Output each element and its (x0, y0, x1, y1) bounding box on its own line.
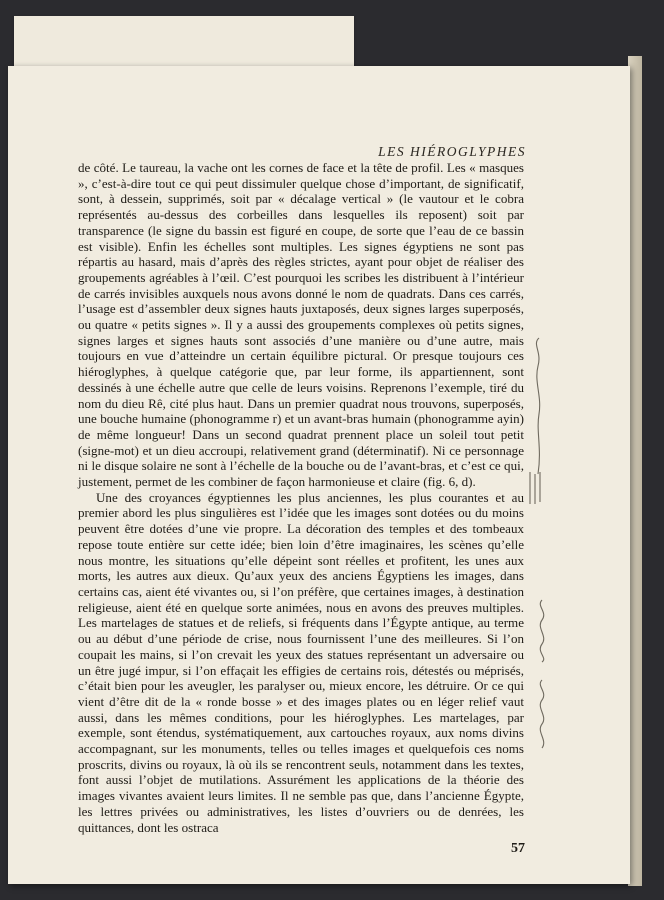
page-number: 57 (511, 841, 525, 856)
pencil-bracket-mark (530, 336, 548, 476)
book-edge (628, 56, 642, 886)
book-page (8, 66, 630, 884)
pencil-wavy-mark (536, 678, 548, 750)
paragraph: de côté. Le taureau, la vache ont les cornes de face et la tête de profil. Les « masques », c’est-à-dire tout ce qui peut dissimuler quelque chose d’important, de significatif, sont, à dessein, supprimés, soit par « décalage vertical » (le vautour et le cobra représentés au-dessus des corbeilles dans lesquelles ils reposent) soit par transparence (le signe du bassin est figuré en coupe, de sorte que l’eau de ce bassin est visible). Enfin les échelles sont multiples. Les signes égyptiens ne sont pas répartis au hasard, mais d’après des règles strictes, ayant pour objet de réaliser des groupements agréables à l’œil. C’est pourquoi les scribes les distribuent à l’intérieur de carrés invisibles auxquels nous avons donné le nom de quadrats. Dans ces carrés, l’usage est d’assembler deux signes hauts juxtaposés, deux signes larges superposés, ou quatre « petits signes ». Il y a aussi des groupements complexes où petits signes, signes larges et signes hauts sont associés d’une manière ou d’une autre, mais toujours en vue d’atteindre un certain équilibre pictural. Or presque toujours ces hiéroglyphes, à quelque catégorie que, par leur forme, ils appartiennent, sont dessinés à une échelle autre que celle de leurs voisins. Reprenons l’exemple, tiré du nom du dieu Rê, cité plus haut. Dans un premier quadrat nous trouvons, superposés, une bouche humaine (phonogramme r) et un avant-bras humain (phonogramme ayin) de même longueur! Dans un second quadrat prennent place un soleil tout petit (signe-mot) et un dieu accroupi, relativement grand (déterminatif). Ni ce personnage ni le disque solaire ne sont à l’échelle de la bouche ou de l’avant-bras, et c’est ce qui, justement, permet de les combiner de façon harmonieuse et claire (fig. 6, d). (78, 160, 524, 490)
running-head: LES HIÉROGLYPHES (378, 144, 526, 159)
pencil-wavy-mark (536, 598, 548, 664)
paragraph: Une des croyances égyptiennes les plus anciennes, les plus courantes et au premier abord les plus singulières est l’idée que les images sont dotées ou du moins peuvent être dotées d’une vie propre. La décoration des temples et des tombeaux repose toute entière sur cette idée; bien loin d’être imaginaires, les scènes qu’elle nous montre, les situations qu’elle dépeint sont réelles et profitent, les unes aux morts, les autres aux dieux. Qu’aux yeux des anciens Égyptiens les images, dans certains cas, aient été vivantes ou, si l’on préfère, que certaines images, à destination religieuse, aient été en quelque sorte animées, nous en avons des preuves multiples. Les martelages de statues et de reliefs, si fréquents dans l’Égypte antique, au terme ou au début d’une période de crise, nous fournissent l’une des meilleures. Si l’on coupait les mains, si l’on crevait les yeux des statues représentant un adversaire ou un être jugé impur, si l’on effaçait les effigies de certains rois, détestés ou méprisés, c’était bien pour les aveugler, les paralyser ou, mieux encore, les détruire. Or ce qui vient d’être dit de la « ronde bosse » et des images plates ou en léger relief vaut aussi, dans les mêmes conditions, pour les hiéroglyphes. Les martelages, par exemple, sont étendus, systématiquement, aux cartouches royaux, aux noms divins accompagnant, sur les monuments, telles ou telles images et quelquefois ces noms proscrits, divins ou royaux, là où ils se rencontrent seuls, notamment dans les textes, font aussi l’objet de mutilations. Assurément les applications de la théorie des images vivantes avaient leurs limites. Il ne semble pas que, dans l’ancienne Égypte, les lettres privées ou administratives, les listes d’ouvriers ou de denrées, les quittances, dont les ostraca (78, 489, 524, 835)
pencil-tally-mark (526, 470, 546, 506)
body-text (78, 160, 524, 835)
